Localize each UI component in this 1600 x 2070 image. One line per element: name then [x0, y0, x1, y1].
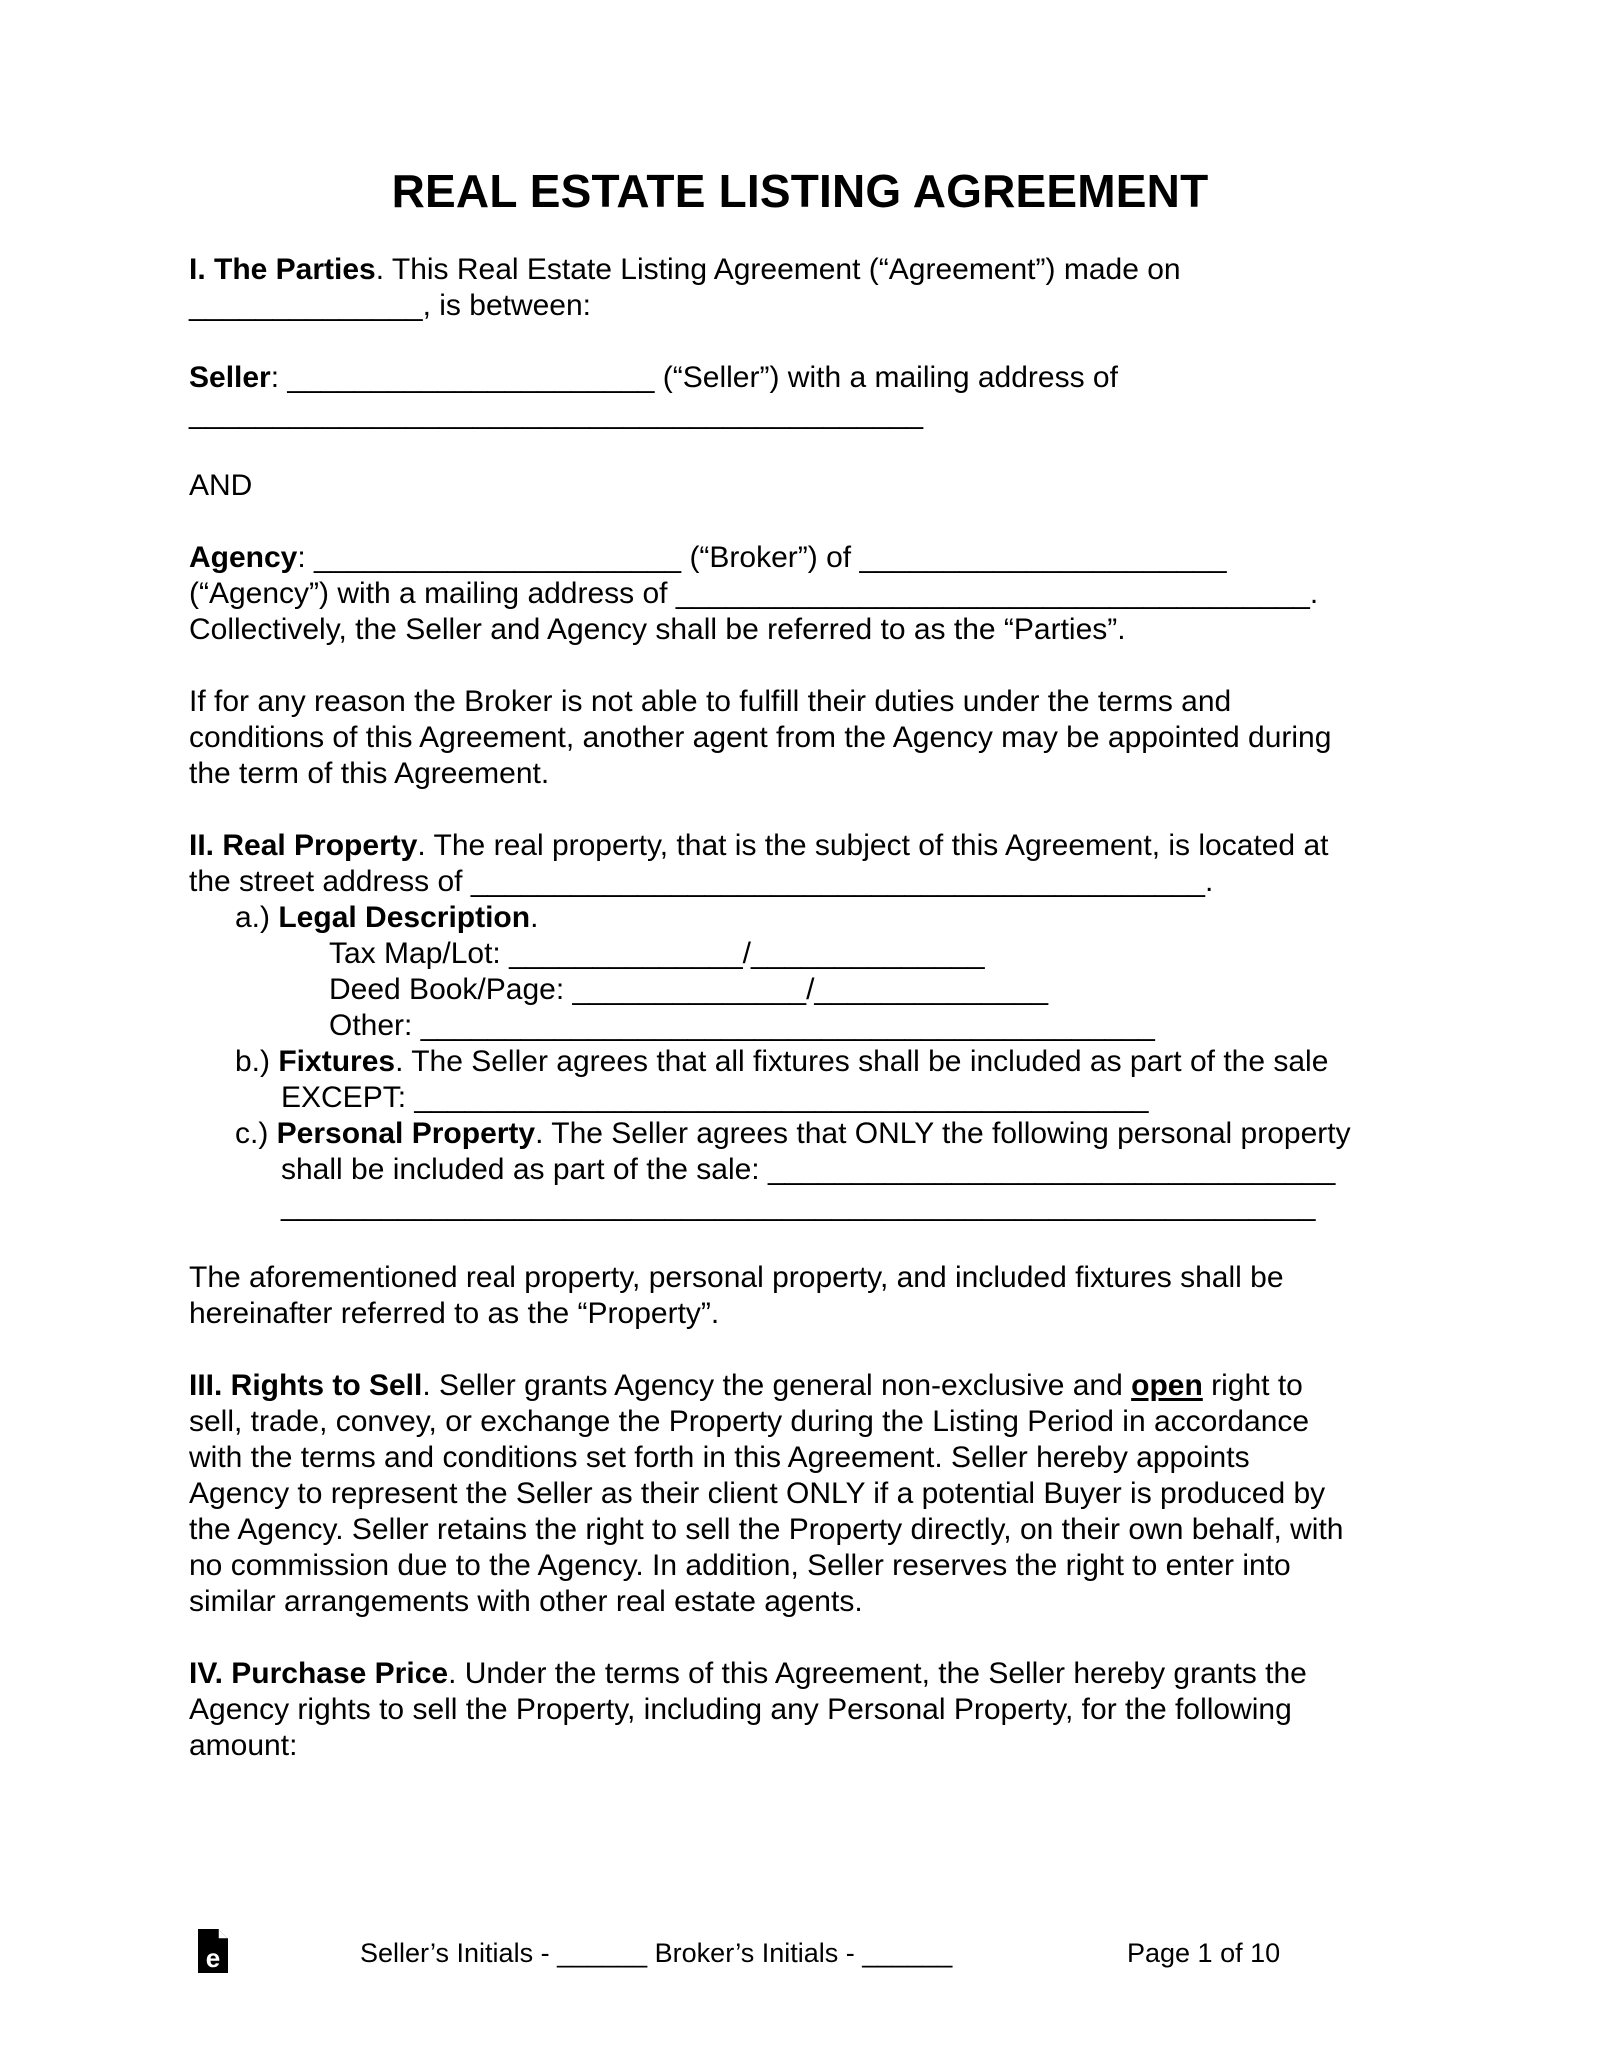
- personal-property-item: c.) Personal Property. The Seller agrees that ONLY the following personal property: [235, 1117, 1351, 1150]
- broker-paragraph-line-3: the term of this Agreement.: [189, 757, 550, 790]
- tax-map-line: Tax Map/Lot: ______________/______________: [329, 937, 985, 970]
- legal-description-item: a.) Legal Description.: [235, 901, 539, 934]
- and-text: AND: [189, 469, 253, 502]
- rights-heading: III. Rights to Sell: [189, 1369, 423, 1402]
- agency-address-line: (“Agency”) with a mailing address of ______________________________________.: [189, 577, 1319, 610]
- personal-property-label: Personal Property: [276, 1117, 536, 1150]
- other-line: Other: ____________________________________________: [329, 1009, 1155, 1042]
- svg-text:e: e: [205, 1943, 221, 1973]
- rights-line-6: no commission due to the Agency. In addition, Seller reserves the right to enter into: [189, 1549, 1291, 1582]
- parties-line-2: ______________, is between:: [189, 289, 592, 322]
- rights-line-1: III. Rights to Sell. Seller grants Agency the general non-exclusive and open right to: [189, 1369, 1303, 1402]
- agency-label: Agency: [189, 541, 298, 574]
- broker-paragraph-line-1: If for any reason the Broker is not able to fulfill their duties under the terms and: [189, 685, 1232, 718]
- fixtures-item: b.) Fixtures. The Seller agrees that all fixtures shall be included as part of the sale: [235, 1045, 1329, 1078]
- purchase-heading: IV. Purchase Price: [189, 1657, 449, 1690]
- personal-property-line-3: ______________________________________________________________: [281, 1189, 1316, 1222]
- rights-line-2: sell, trade, convey, or exchange the Property during the Listing Period in accordance: [189, 1405, 1310, 1438]
- agency-line: Agency: ______________________ (“Broker”) of ______________________: [189, 541, 1227, 574]
- parties-heading: I. The Parties: [189, 253, 376, 286]
- eforms-logo-icon: [196, 1927, 230, 1975]
- real-property-heading: II. Real Property: [189, 829, 418, 862]
- property-definition-line-1: The aforementioned real property, personal property, and included fixtures shall be: [189, 1261, 1284, 1294]
- fixtures-except-line: EXCEPT: ____________________________________________: [281, 1081, 1149, 1114]
- seller-address-blank: ____________________________________________: [189, 397, 924, 430]
- legal-description-label: Legal Description: [278, 901, 531, 934]
- purchase-line-3: amount:: [189, 1729, 298, 1762]
- document-title: REAL ESTATE LISTING AGREEMENT: [391, 165, 1209, 217]
- seller-line: Seller: ______________________ (“Seller”) with a mailing address of: [189, 361, 1118, 394]
- rights-line-7: similar arrangements with other real estate agents.: [189, 1585, 863, 1618]
- fixtures-label: Fixtures: [278, 1045, 396, 1078]
- page-number: Page 1 of 10: [1127, 1938, 1281, 1968]
- document-body: [189, 252, 1429, 1764]
- rights-line-3: with the terms and conditions set forth in this Agreement. Seller hereby appoints: [189, 1441, 1250, 1474]
- rights-line-5: the Agency. Seller retains the right to sell the Property directly, on their own behalf, with: [189, 1513, 1344, 1546]
- rights-line-4: Agency to represent the Seller as their client ONLY if a potential Buyer is produced by: [189, 1477, 1326, 1510]
- property-definition-line-2: hereinafter referred to as the “Property”.: [189, 1297, 720, 1330]
- seller-label: Seller: [189, 361, 271, 394]
- personal-property-line-2: shall be included as part of the sale: __________________________________: [281, 1153, 1336, 1186]
- deed-book-line: Deed Book/Page: ______________/______________: [329, 973, 1049, 1006]
- open-emphasis: open: [1131, 1369, 1203, 1402]
- initials-line: Seller’s Initials - ______ Broker’s Initials - ______: [360, 1938, 953, 1968]
- purchase-line-2: Agency rights to sell the Property, including any Personal Property, for the following: [189, 1693, 1292, 1726]
- parties-line-1: I. The Parties. This Real Estate Listing Agreement (“Agreement”) made on: [189, 253, 1181, 286]
- real-property-line-1: II. Real Property. The real property, that is the subject of this Agreement, is located at: [189, 829, 1329, 862]
- purchase-line-1: IV. Purchase Price. Under the terms of this Agreement, the Seller hereby grants the: [189, 1657, 1307, 1690]
- real-property-line-2: the street address of ____________________________________________.: [189, 865, 1214, 898]
- parties-collective-line: Collectively, the Seller and Agency shall be referred to as the “Parties”.: [189, 613, 1126, 646]
- broker-paragraph-line-2: conditions of this Agreement, another agent from the Agency may be appointed during: [189, 721, 1332, 754]
- page-footer: [0, 1935, 1600, 1995]
